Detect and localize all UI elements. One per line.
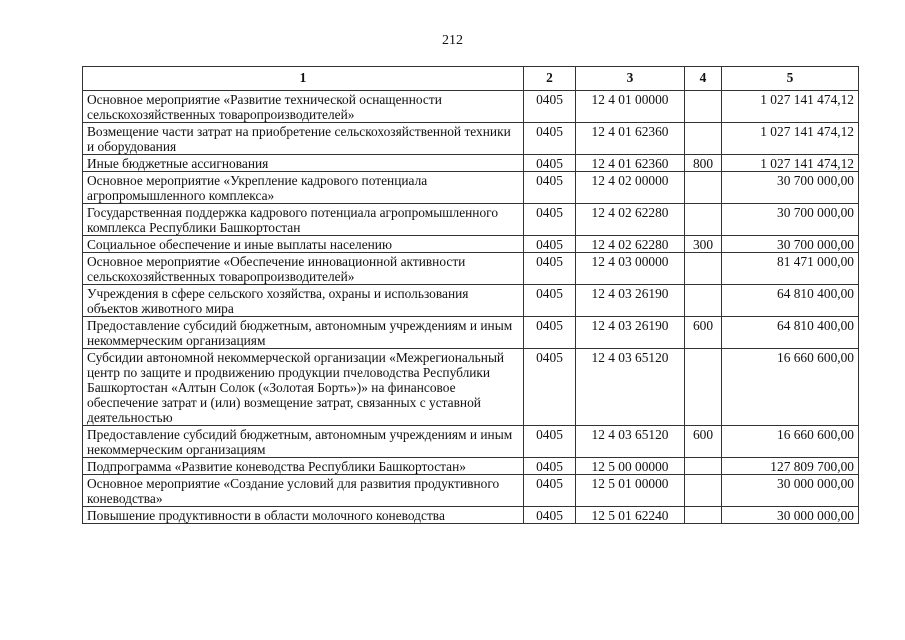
row-name-cell: Социальное обеспечение и иные выплаты населению [83, 236, 524, 253]
row-amount-cell: 1 027 141 474,12 [722, 155, 859, 172]
row-csr-cell: 12 4 03 65120 [576, 349, 685, 426]
table-row [83, 172, 859, 204]
row-amount-cell: 64 810 400,00 [722, 285, 859, 317]
row-section-cell: 0405 [524, 204, 576, 236]
row-section-cell: 0405 [524, 91, 576, 123]
row-name-cell: Основное мероприятие «Обеспечение инновационной активности сельскохозяйственных товаропроизводителей» [83, 253, 524, 285]
row-amount-cell: 127 809 700,00 [722, 458, 859, 475]
table-row [83, 123, 859, 155]
row-name-cell: Подпрограмма «Развитие коневодства Республики Башкортостан» [83, 458, 524, 475]
row-csr-cell: 12 4 01 00000 [576, 91, 685, 123]
row-amount-cell: 30 700 000,00 [722, 236, 859, 253]
row-csr-cell: 12 5 01 00000 [576, 475, 685, 507]
row-csr-cell: 12 4 02 00000 [576, 172, 685, 204]
table-row [83, 285, 859, 317]
table-row [83, 91, 859, 123]
row-amount-cell: 1 027 141 474,12 [722, 91, 859, 123]
row-type-cell [685, 475, 722, 507]
row-name-cell: Основное мероприятие «Развитие технической оснащенности сельскохозяйственных товаропроизводителей» [83, 91, 524, 123]
row-name-cell: Учреждения в сфере сельского хозяйства, охраны и использования объектов животного мира [83, 285, 524, 317]
row-type-cell [685, 253, 722, 285]
budget-table [82, 66, 859, 524]
row-section-cell: 0405 [524, 285, 576, 317]
row-amount-cell: 81 471 000,00 [722, 253, 859, 285]
row-amount-cell: 16 660 600,00 [722, 349, 859, 426]
row-type-cell [685, 204, 722, 236]
table-row [83, 475, 859, 507]
row-name-cell: Возмещение части затрат на приобретение сельскохозяйственной техники и оборудования [83, 123, 524, 155]
row-section-cell: 0405 [524, 507, 576, 524]
row-type-cell: 600 [685, 317, 722, 349]
row-type-cell [685, 349, 722, 426]
column-header-5: 5 [722, 67, 859, 91]
row-name-cell: Основное мероприятие «Создание условий для развития продуктивного коневодства» [83, 475, 524, 507]
table-row [83, 204, 859, 236]
table-row [83, 426, 859, 458]
table-row [83, 253, 859, 285]
row-section-cell: 0405 [524, 236, 576, 253]
row-type-cell [685, 172, 722, 204]
row-csr-cell: 12 4 03 26190 [576, 317, 685, 349]
row-amount-cell: 1 027 141 474,12 [722, 123, 859, 155]
row-type-cell [685, 91, 722, 123]
row-amount-cell: 64 810 400,00 [722, 317, 859, 349]
column-header-4: 4 [685, 67, 722, 91]
table-row [83, 317, 859, 349]
row-type-cell: 600 [685, 426, 722, 458]
row-csr-cell: 12 4 03 00000 [576, 253, 685, 285]
row-name-cell: Предоставление субсидий бюджетным, автономным учреждениям и иным некоммерческим организациям [83, 317, 524, 349]
row-amount-cell: 30 000 000,00 [722, 475, 859, 507]
row-name-cell: Повышение продуктивности в области молочного коневодства [83, 507, 524, 524]
row-section-cell: 0405 [524, 475, 576, 507]
table-row [83, 458, 859, 475]
row-name-cell: Основное мероприятие «Укрепление кадрового потенциала агропромышленного комплекса» [83, 172, 524, 204]
row-name-cell: Предоставление субсидий бюджетным, автономным учреждениям и иным некоммерческим организациям [83, 426, 524, 458]
row-type-cell [685, 123, 722, 155]
row-name-cell: Иные бюджетные ассигнования [83, 155, 524, 172]
row-type-cell: 300 [685, 236, 722, 253]
row-type-cell [685, 285, 722, 317]
row-csr-cell: 12 4 02 62280 [576, 204, 685, 236]
row-section-cell: 0405 [524, 172, 576, 204]
column-header-3: 3 [576, 67, 685, 91]
row-section-cell: 0405 [524, 458, 576, 475]
column-header-2: 2 [524, 67, 576, 91]
row-csr-cell: 12 4 01 62360 [576, 123, 685, 155]
row-section-cell: 0405 [524, 349, 576, 426]
row-csr-cell: 12 5 00 00000 [576, 458, 685, 475]
row-name-cell: Государственная поддержка кадрового потенциала агропромышленного комплекса Республики Башкортостан [83, 204, 524, 236]
row-section-cell: 0405 [524, 123, 576, 155]
column-header-1: 1 [83, 67, 524, 91]
row-name-cell: Субсидии автономной некоммерческой организации «Межрегиональный центр по защите и продвижению продукции пчеловодства Республики Башкортостан «Алтын Солок («Золотая Борть»)» на финансовое обеспечение затрат и (или) возмещение затрат, связанных с уставной деятельностью [83, 349, 524, 426]
row-csr-cell: 12 4 01 62360 [576, 155, 685, 172]
row-section-cell: 0405 [524, 155, 576, 172]
table-row [83, 155, 859, 172]
row-amount-cell: 30 000 000,00 [722, 507, 859, 524]
row-section-cell: 0405 [524, 426, 576, 458]
row-csr-cell: 12 4 02 62280 [576, 236, 685, 253]
row-amount-cell: 30 700 000,00 [722, 172, 859, 204]
row-type-cell [685, 458, 722, 475]
table-row [83, 236, 859, 253]
row-amount-cell: 30 700 000,00 [722, 204, 859, 236]
row-type-cell: 800 [685, 155, 722, 172]
row-section-cell: 0405 [524, 317, 576, 349]
table-row [83, 507, 859, 524]
row-amount-cell: 16 660 600,00 [722, 426, 859, 458]
row-section-cell: 0405 [524, 253, 576, 285]
row-type-cell [685, 507, 722, 524]
row-csr-cell: 12 5 01 62240 [576, 507, 685, 524]
page-number: 212 [442, 33, 463, 48]
table-header-row [83, 67, 859, 91]
table-row [83, 349, 859, 426]
row-csr-cell: 12 4 03 26190 [576, 285, 685, 317]
row-csr-cell: 12 4 03 65120 [576, 426, 685, 458]
